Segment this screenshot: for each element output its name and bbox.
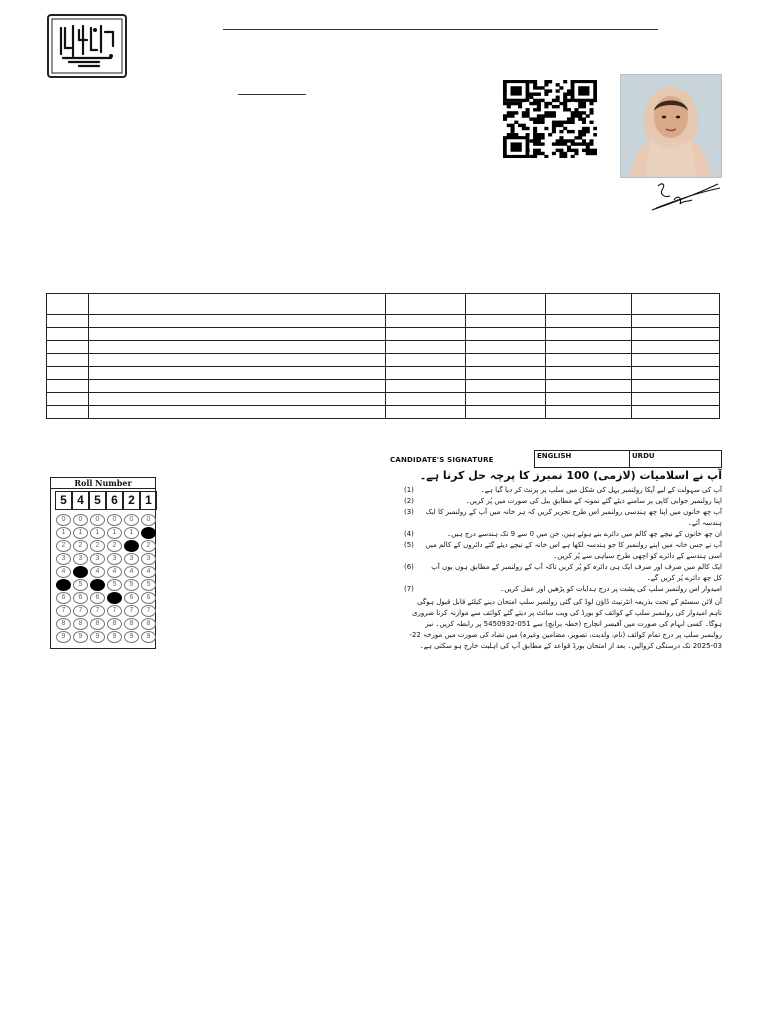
roll-bubble[interactable]: 8: [90, 618, 105, 630]
roll-bubble[interactable]: 1: [73, 527, 88, 539]
roll-bubble[interactable]: 4: [124, 566, 139, 578]
table-row: [47, 341, 720, 354]
roll-bubble[interactable]: 3: [90, 553, 105, 565]
table-cell: [466, 380, 546, 393]
roll-bubble-filled[interactable]: 2: [124, 540, 139, 552]
instruction-text: آپ نے جس خانہ میں اپنے رولنمبر کا جو ہندسہ لکھا ہے اس خانہ کے نیچے دیئے گئے دائروں کے کالم میں اسی ہندسے کے دائرے کو اچھی طرح سیاہی سے پُر کریں۔: [425, 541, 722, 560]
roll-digit-box: 5: [55, 491, 72, 510]
roll-bubble[interactable]: 3: [56, 553, 71, 565]
roll-bubble[interactable]: 9: [90, 631, 105, 643]
roll-bubble[interactable]: 3: [107, 553, 122, 565]
table-row: [47, 380, 720, 393]
roll-bubble-filled[interactable]: 1: [141, 527, 156, 539]
subjects-table: [46, 293, 720, 419]
table-cell: [546, 328, 632, 341]
table-cell: [88, 406, 386, 419]
table-cell: [546, 354, 632, 367]
instruction-item: [404, 584, 722, 595]
table-cell: [88, 328, 386, 341]
table-cell: [47, 406, 89, 419]
table-cell: [47, 380, 89, 393]
table-cell: [546, 393, 632, 406]
table-row: [47, 294, 720, 315]
table-cell: [88, 354, 386, 367]
table-cell: [88, 315, 386, 328]
table-cell: [47, 393, 89, 406]
table-row: [47, 315, 720, 328]
instruction-item: [404, 507, 722, 529]
table-row: [47, 393, 720, 406]
instruction-text: آپ کی سہولت کے لیے آپکا رولنمبر بہل کی شکل میں سلپ پر پرنٹ کر دیا گیا ہے۔: [480, 486, 722, 494]
instruction-number: (3): [404, 508, 414, 516]
language-urdu: URDU: [632, 452, 655, 460]
instruction-number: (5): [404, 541, 414, 549]
roll-bubble[interactable]: 3: [124, 553, 139, 565]
roll-bubble[interactable]: 3: [73, 553, 88, 565]
table-cell: [386, 406, 466, 419]
table-cell: [386, 354, 466, 367]
table-cell: [386, 315, 466, 328]
table-cell: [466, 354, 546, 367]
table-cell: [466, 341, 546, 354]
roll-bubble[interactable]: 9: [124, 631, 139, 643]
roll-bubble[interactable]: 1: [90, 527, 105, 539]
roll-bubble[interactable]: 2: [107, 540, 122, 552]
roll-bubble[interactable]: 7: [124, 605, 139, 617]
table-cell: [386, 380, 466, 393]
instructions-block: [404, 470, 722, 652]
header-underline: [223, 29, 658, 30]
instruction-text: اپنا رولنمبر جوابی کاپی پر سامنے دیئے گئے نمونہ کے مطابق ببل کی صورت میں پُر کریں۔: [465, 497, 722, 505]
instruction-text: امیدوار اس رولنمبر سلپ کی پشت پر درج ہدایات کو پڑھیں اور عمل کریں۔: [500, 585, 722, 593]
instruction-number: (1): [404, 486, 414, 494]
table-cell: [386, 393, 466, 406]
table-cell: [546, 380, 632, 393]
instruction-item: [404, 529, 722, 540]
table-cell: [632, 294, 720, 315]
roll-number-grid: [50, 477, 156, 649]
roll-bubble-filled[interactable]: 5: [56, 579, 71, 591]
instructions-list: [404, 485, 722, 595]
roll-bubble[interactable]: 2: [90, 540, 105, 552]
roll-bubble[interactable]: 2: [56, 540, 71, 552]
instruction-item: [404, 485, 722, 496]
roll-bubble[interactable]: 0: [90, 514, 105, 526]
table-cell: [632, 328, 720, 341]
table-cell: [632, 341, 720, 354]
roll-bubble[interactable]: 8: [107, 618, 122, 630]
roll-number-title: Roll Number: [51, 478, 155, 489]
table-row: [47, 354, 720, 367]
table-cell: [466, 315, 546, 328]
candidate-photo: [620, 74, 722, 178]
table-cell: [88, 380, 386, 393]
roll-bubble-filled[interactable]: 6: [107, 592, 122, 604]
table-cell: [546, 367, 632, 380]
roll-digit-box: 4: [72, 491, 89, 510]
table-cell: [632, 354, 720, 367]
roll-bubble-filled[interactable]: 5: [90, 579, 105, 591]
roll-bubble[interactable]: 7: [107, 605, 122, 617]
title-underline: [238, 94, 306, 95]
roll-bubble[interactable]: 7: [56, 605, 71, 617]
table-row: [47, 328, 720, 341]
roll-bubble[interactable]: 0: [56, 514, 71, 526]
table-cell: [632, 406, 720, 419]
table-cell: [546, 294, 632, 315]
table-cell: [632, 393, 720, 406]
roll-bubble[interactable]: 2: [141, 540, 156, 552]
instruction-number: (7): [404, 585, 414, 593]
roll-bubble[interactable]: 0: [124, 514, 139, 526]
roll-digit-box: 5: [89, 491, 106, 510]
roll-bubble[interactable]: 6: [90, 592, 105, 604]
table-cell: [466, 294, 546, 315]
table-cell: [466, 406, 546, 419]
table-cell: [466, 367, 546, 380]
candidate-signature: [648, 180, 722, 214]
instruction-number: (2): [404, 497, 414, 505]
roll-bubble[interactable]: 5: [107, 579, 122, 591]
roll-bubble[interactable]: 0: [73, 514, 88, 526]
table-cell: [47, 315, 89, 328]
roll-bubble[interactable]: 0: [141, 514, 156, 526]
instruction-item: [404, 540, 722, 562]
table-cell: [466, 393, 546, 406]
roll-bubble[interactable]: 7: [141, 605, 156, 617]
roll-bubble[interactable]: 4: [90, 566, 105, 578]
roll-bubble[interactable]: 9: [141, 631, 156, 643]
instruction-number: (4): [404, 530, 414, 538]
table-cell: [386, 294, 466, 315]
roll-bubble[interactable]: 6: [124, 592, 139, 604]
roll-bubble[interactable]: 8: [124, 618, 139, 630]
table-cell: [546, 406, 632, 419]
instruction-text: ایک کالم میں صرف اور صرف ایک ہی دائرہ کو پُر کریں تاکہ آپ کے رولنمبر کے مطابق ہوں یوں آپ کل چھ دائرے پُر کریں گے۔: [431, 563, 722, 582]
table-cell: [386, 341, 466, 354]
roll-bubble[interactable]: 4: [107, 566, 122, 578]
instruction-text: آپ چھ خانوں میں اپنا چھ ہندسی رولنمبر اس طرح تحریر کریں کہ ہر خانہ میں آپ کے رولنمبر کا ایک ہندسہ آئے۔: [425, 508, 722, 527]
language-english: ENGLISH: [535, 451, 630, 467]
roll-bubble[interactable]: 5: [73, 579, 88, 591]
table-cell: [88, 367, 386, 380]
language-box: [534, 450, 722, 468]
table-cell: [546, 341, 632, 354]
roll-bubble[interactable]: 6: [141, 592, 156, 604]
roll-bubble[interactable]: 2: [73, 540, 88, 552]
instruction-item: [404, 496, 722, 507]
table-cell: [47, 328, 89, 341]
table-cell: [386, 328, 466, 341]
roll-bubble[interactable]: 8: [141, 618, 156, 630]
roll-bubble[interactable]: 0: [107, 514, 122, 526]
roll-bubble[interactable]: 7: [73, 605, 88, 617]
instruction-number: (6): [404, 563, 414, 571]
board-logo-icon: [47, 14, 127, 78]
table-row: [47, 367, 720, 380]
roll-bubble[interactable]: 6: [73, 592, 88, 604]
table-cell: [546, 315, 632, 328]
table-cell: [88, 393, 386, 406]
table-cell: [466, 328, 546, 341]
roll-bubble[interactable]: 9: [73, 631, 88, 643]
table-cell: [47, 294, 89, 315]
roll-bubble[interactable]: 1: [107, 527, 122, 539]
instructions-title: آپ نے اسلامیات (لازمی) 100 نمبرز کا پرچہ حل کرنا ہے۔: [419, 469, 722, 482]
instruction-text: ان چھ خانوں کے نیچے چھ کالم میں دائرے بنے ہوئے ہیں، جن میں 0 سے 9 تک ہندسے درج ہیں۔: [446, 530, 722, 538]
roll-bubble[interactable]: 9: [56, 631, 71, 643]
roll-bubble[interactable]: 9: [107, 631, 122, 643]
roll-digit-box: 1: [140, 491, 157, 510]
roll-bubble[interactable]: 8: [73, 618, 88, 630]
table-cell: [88, 341, 386, 354]
instructions-notice: آن لائن سسٹم کے تحت بذریعہ انٹرنیٹ ڈاؤن لوڈ کی گئی رولنمبر سلپ امتحان دینے کیلئے قابل قبول ہوگی تاہم امیدوار کی رولنمبر سلپ کے کوائف کو بورڈ کی ویب سائٹ پر دیئے گئے کوائف سے موازنہ کرنا ضروری ہوگا۔ کسی ابہام کی صورت میں آفیسر انچارج (خطہ برانچ) سے 051-5450932 پر رابطہ کریں۔ نیز رولنمبر سلپ پر درج تمام کوائف (نام، ولدیت، تصویر، مضامین وغیرہ) میں تضاد کی صورت میں مورخہ 22-03-2025 تک درستگی کروالیں۔ بعد از امتحان بورڈ قواعد کے مطابق آپ کی اہلیت خارج ہو سکتی ہے۔: [409, 598, 722, 650]
table-cell: [47, 341, 89, 354]
candidate-signature-label: CANDIDATE'S SIGNATURE: [390, 456, 494, 464]
table-cell: [632, 315, 720, 328]
table-cell: [47, 367, 89, 380]
table-cell: [386, 367, 466, 380]
table-cell: [632, 367, 720, 380]
roll-bubble[interactable]: 1: [56, 527, 71, 539]
table-row: [47, 406, 720, 419]
table-cell: [632, 380, 720, 393]
roll-bubble[interactable]: 4: [141, 566, 156, 578]
table-cell: [47, 354, 89, 367]
roll-bubble[interactable]: 8: [56, 618, 71, 630]
qr-code-icon: [503, 80, 597, 158]
roll-bubble[interactable]: 3: [141, 553, 156, 565]
roll-digit-box: 2: [123, 491, 140, 510]
roll-digit-box: 6: [106, 491, 123, 510]
roll-bubble[interactable]: 5: [141, 579, 156, 591]
roll-bubble[interactable]: 6: [56, 592, 71, 604]
table-cell: [88, 294, 386, 315]
roll-bubble-filled[interactable]: 4: [73, 566, 88, 578]
roll-bubble[interactable]: 7: [90, 605, 105, 617]
roll-bubble[interactable]: 4: [56, 566, 71, 578]
roll-bubble[interactable]: 1: [124, 527, 139, 539]
roll-bubble[interactable]: 5: [124, 579, 139, 591]
instruction-item: [404, 562, 722, 584]
